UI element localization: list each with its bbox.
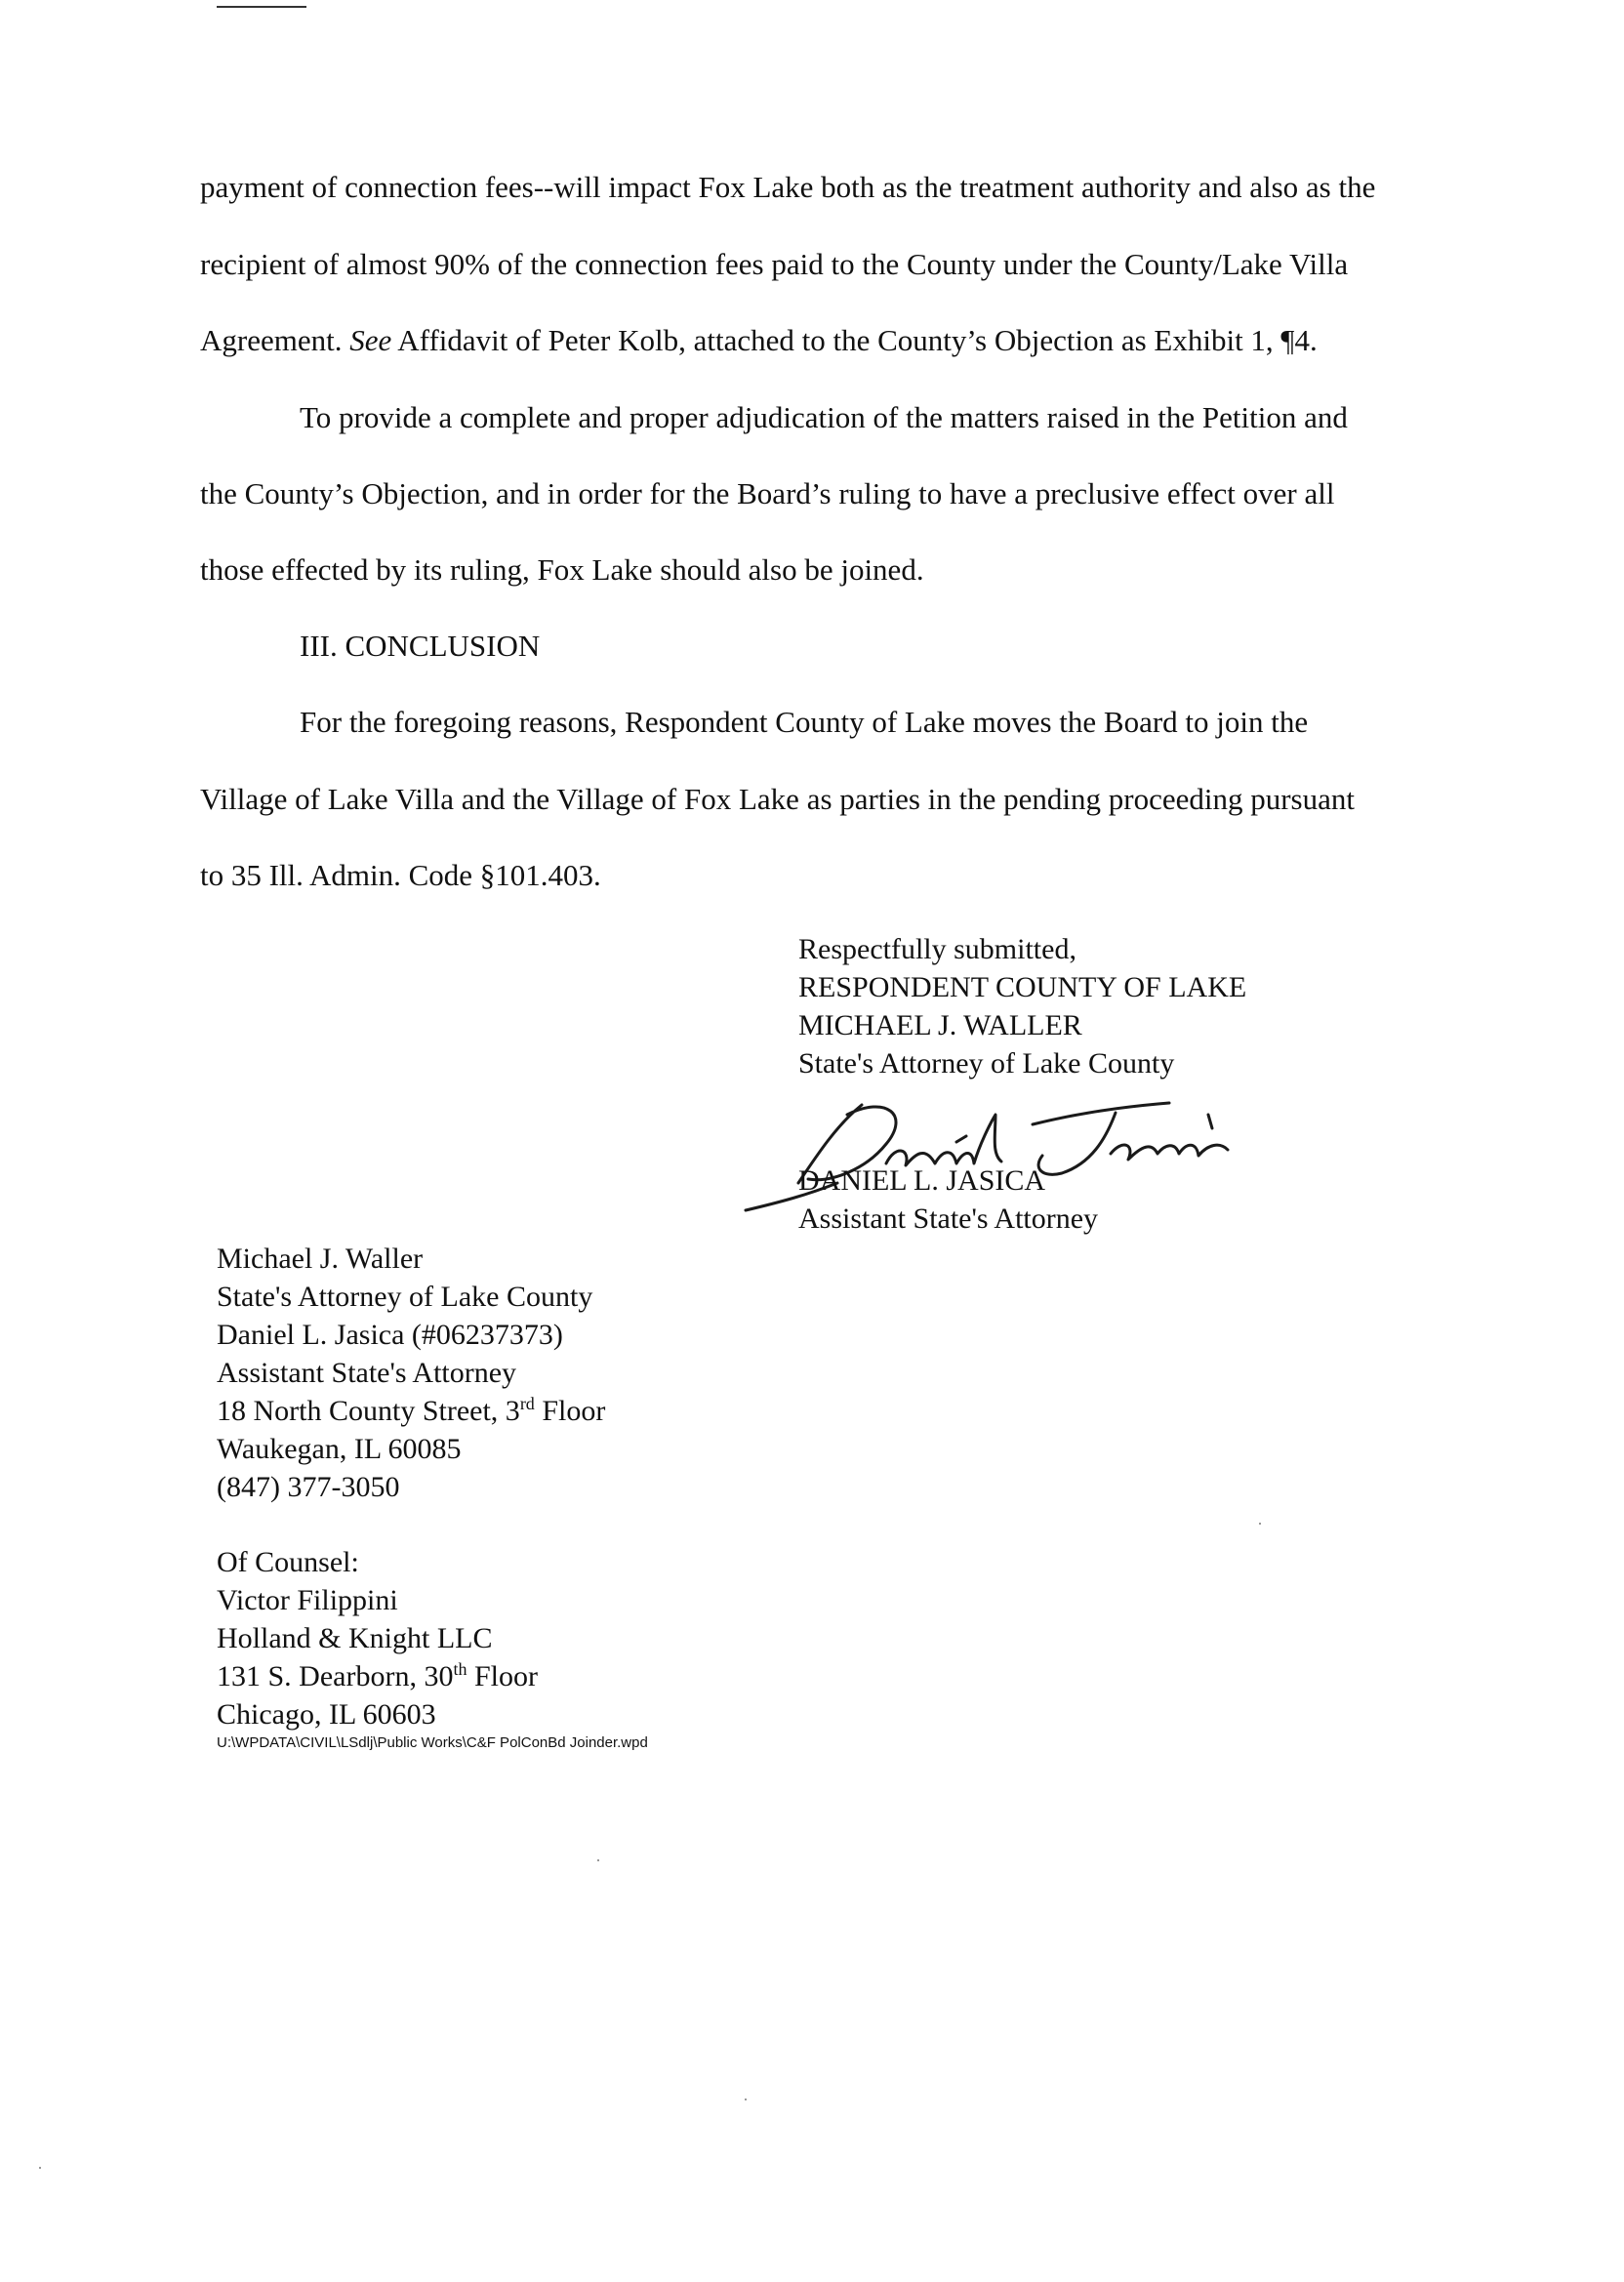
address-line: Waukegan, IL 60085	[217, 1433, 462, 1465]
phone-number: (847) 377-3050	[217, 1471, 400, 1503]
signer-name: DANIEL L. JASICA	[798, 1164, 1046, 1197]
top-rule	[217, 6, 306, 8]
body-line: those effected by its ruling, Fox Lake should also be joined.	[200, 552, 924, 587]
signer-title: Assistant State's Attorney	[798, 1202, 1099, 1235]
body-line	[200, 321, 1318, 360]
section-heading: III. CONCLUSION	[300, 629, 541, 663]
address-line	[217, 1392, 605, 1431]
body-line: payment of connection fees--will impact Fox Lake both as the treatment authority and also as the	[200, 170, 1376, 204]
counsel-line: Holland & Knight LLC	[217, 1622, 493, 1654]
counsel-line: Chicago, IL 60603	[217, 1698, 436, 1731]
counsel-heading: Of Counsel:	[217, 1546, 359, 1578]
file-path: U:\WPDATA\CIVIL\LSdlj\Public Works\C&F PolConBd Joinder.wpd	[217, 1734, 648, 1751]
scan-speck	[1259, 1523, 1261, 1525]
body-line: Village of Lake Villa and the Village of Fox Lake as parties in the pending proceeding pursuant	[200, 782, 1355, 816]
counsel-line	[217, 1657, 538, 1696]
street-address: 131 S. Dearborn, 30	[217, 1660, 454, 1692]
body-line: the County’s Objection, and in order for the Board’s ruling to have a preclusive effect over all	[200, 476, 1335, 510]
address-line: Daniel L. Jasica (#06237373)	[217, 1319, 563, 1351]
floor-label: Floor	[534, 1395, 606, 1427]
attorney-title: State's Attorney of Lake County	[798, 1047, 1175, 1080]
body-text: Agreement.	[200, 323, 350, 357]
scan-speck	[745, 2099, 747, 2100]
closing: Respectfully submitted,	[798, 933, 1076, 965]
address-line: Assistant State's Attorney	[217, 1357, 517, 1389]
body-line: To provide a complete and proper adjudication of the matters raised in the Petition and	[300, 400, 1348, 434]
body-line: For the foregoing reasons, Respondent County of Lake moves the Board to join the	[300, 705, 1309, 739]
body-text: Affidavit of Peter Kolb, attached to the County’s Objection as Exhibit 1, ¶4.	[391, 323, 1318, 357]
body-line: to 35 Ill. Admin. Code §101.403.	[200, 858, 601, 892]
floor-label: Floor	[467, 1660, 538, 1692]
address-line: State's Attorney of Lake County	[217, 1281, 593, 1313]
body-line: recipient of almost 90% of the connection fees paid to the County under the County/Lake Villa	[200, 247, 1349, 281]
ordinal-suffix: th	[453, 1659, 467, 1679]
counsel-line: Victor Filippini	[217, 1584, 398, 1616]
address-line: Michael J. Waller	[217, 1243, 424, 1275]
attorney-name: MICHAEL J. WALLER	[798, 1009, 1082, 1041]
party-name: RESPONDENT COUNTY OF LAKE	[798, 971, 1247, 1003]
scan-speck	[597, 1859, 599, 1861]
scan-speck	[39, 2167, 41, 2169]
citation-signal: See	[349, 323, 392, 357]
ordinal-suffix: rd	[519, 1394, 535, 1413]
street-address: 18 North County Street, 3	[217, 1395, 520, 1427]
